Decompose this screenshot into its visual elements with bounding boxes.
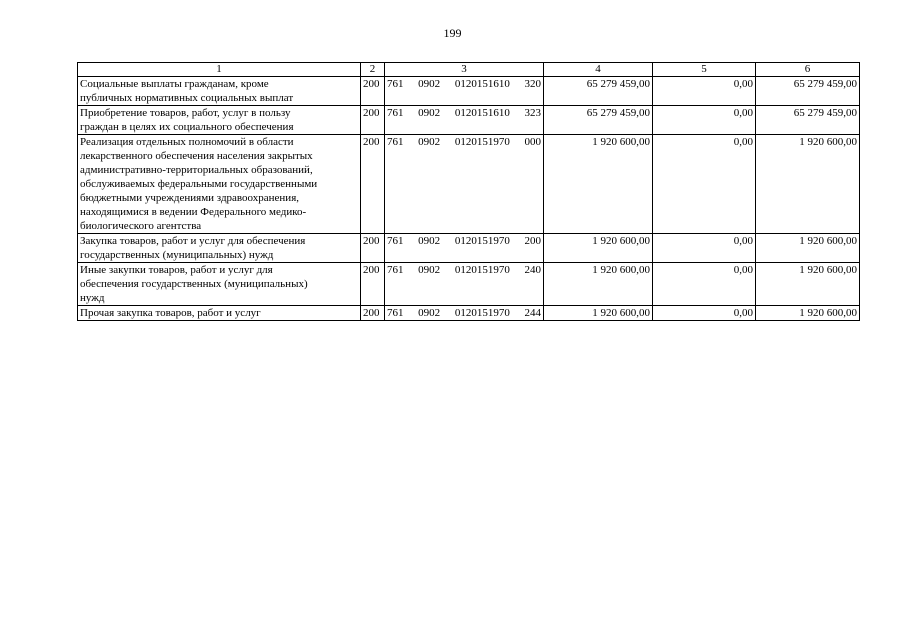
- row-amount-col4: 1 920 600,00: [544, 306, 653, 321]
- classification-code: 0120151970: [454, 307, 510, 319]
- row-code-cell: 200: [361, 77, 385, 106]
- row-amount-col5: 0,00: [653, 263, 756, 306]
- classification-codes: [387, 234, 541, 248]
- classification-code: 761: [387, 264, 404, 276]
- row-amount-col4: 1 920 600,00: [544, 234, 653, 263]
- classification-code: 323: [524, 107, 541, 119]
- row-name-line: бюджетными учреждениями здравоохранения,: [80, 192, 300, 204]
- classification-code: 761: [387, 107, 404, 119]
- row-classification-cell: [385, 234, 544, 263]
- classification-code: 0120151610: [454, 78, 510, 90]
- row-amount-col6: 65 279 459,00: [756, 77, 860, 106]
- classification-code: 761: [387, 307, 404, 319]
- classification-codes: [387, 106, 541, 120]
- row-code-cell: 200: [361, 306, 385, 321]
- classification-code: 0902: [418, 307, 441, 319]
- row-name-line: государственных (муниципальных) нужд: [80, 249, 274, 261]
- row-name-line: Приобретение товаров, работ, услуг в пользу: [80, 107, 291, 119]
- header-row: [78, 63, 860, 77]
- row-name-line: граждан в целях их социального обеспечения: [80, 121, 294, 133]
- row-amount-col4: 65 279 459,00: [544, 106, 653, 135]
- classification-code: 0902: [418, 78, 441, 90]
- row-code-cell: 200: [361, 234, 385, 263]
- row-amount-col5: 0,00: [653, 234, 756, 263]
- row-code-cell: 200: [361, 135, 385, 234]
- row-amount-col5: 0,00: [653, 306, 756, 321]
- classification-codes: [387, 263, 541, 277]
- row-name-cell: [78, 234, 361, 263]
- row-name-cell: [78, 77, 361, 106]
- classification-code: 0120151610: [454, 107, 510, 119]
- row-classification-cell: [385, 306, 544, 321]
- row-name-line: Закупка товаров, работ и услуг для обеспечения: [80, 235, 306, 247]
- row-name-cell: [78, 135, 361, 234]
- classification-code: 0902: [418, 136, 441, 148]
- classification-code: 761: [387, 136, 404, 148]
- row-name-line: биологического агентства: [80, 220, 202, 232]
- row-name-line: находящимися в ведении Федерального медико-: [80, 206, 307, 218]
- classification-code: 0120151970: [454, 136, 510, 148]
- classification-code: 320: [524, 78, 541, 90]
- page-number: 199: [443, 26, 462, 40]
- row-amount-col5: 0,00: [653, 77, 756, 106]
- classification-codes: [387, 306, 541, 320]
- column-header-3: 3: [385, 63, 544, 77]
- column-header-2: 2: [361, 63, 385, 77]
- row-amount-col4: 1 920 600,00: [544, 263, 653, 306]
- row-amount-col5: 0,00: [653, 135, 756, 234]
- table-row: [78, 106, 860, 135]
- row-name-line: обеспечения государственных (муниципальных): [80, 278, 308, 290]
- row-name-line: Социальные выплаты гражданам, кроме: [80, 78, 269, 90]
- row-name-cell: [78, 106, 361, 135]
- row-classification-cell: [385, 135, 544, 234]
- classification-code: 200: [524, 235, 541, 247]
- row-name-line: Иные закупки товаров, работ и услуг для: [80, 264, 273, 276]
- classification-code: 240: [524, 264, 541, 276]
- table-row: [78, 263, 860, 306]
- column-header-6: 6: [756, 63, 860, 77]
- row-name-cell: [78, 306, 361, 321]
- row-name-line: Прочая закупка товаров, работ и услуг: [80, 307, 261, 319]
- classification-codes: [387, 135, 541, 149]
- classification-code: 244: [524, 307, 541, 319]
- classification-code: 0120151970: [454, 264, 510, 276]
- classification-code: 0902: [418, 107, 441, 119]
- row-amount-col5: 0,00: [653, 106, 756, 135]
- row-name-line: публичных нормативных социальных выплат: [80, 92, 294, 104]
- row-amount-col6: 1 920 600,00: [756, 306, 860, 321]
- classification-code: 0902: [418, 235, 441, 247]
- classification-code: 0902: [418, 264, 441, 276]
- row-classification-cell: [385, 77, 544, 106]
- classification-code: 000: [524, 136, 541, 148]
- classification-codes: [387, 77, 541, 91]
- row-name-line: обслуживаемых федеральными государственными: [80, 178, 318, 190]
- row-classification-cell: [385, 106, 544, 135]
- row-code-cell: 200: [361, 263, 385, 306]
- row-name-line: административно-территориальных образований,: [80, 164, 313, 176]
- row-amount-col4: 65 279 459,00: [544, 77, 653, 106]
- column-header-4: 4: [544, 63, 653, 77]
- classification-code: 0120151970: [454, 235, 510, 247]
- row-name-cell: [78, 263, 361, 306]
- row-amount-col4: 1 920 600,00: [544, 135, 653, 234]
- classification-code: 761: [387, 235, 404, 247]
- table-row: [78, 234, 860, 263]
- table-row: [78, 77, 860, 106]
- row-code-cell: 200: [361, 106, 385, 135]
- row-classification-cell: [385, 263, 544, 306]
- column-header-5: 5: [653, 63, 756, 77]
- table-row: [78, 135, 860, 234]
- row-amount-col6: 65 279 459,00: [756, 106, 860, 135]
- budget-table: [77, 62, 860, 321]
- classification-code: 761: [387, 78, 404, 90]
- row-name-line: лекарственного обеспечения населения закрытых: [80, 150, 313, 162]
- row-amount-col6: 1 920 600,00: [756, 234, 860, 263]
- row-amount-col6: 1 920 600,00: [756, 135, 860, 234]
- column-header-1: 1: [78, 63, 361, 77]
- row-amount-col6: 1 920 600,00: [756, 263, 860, 306]
- row-name-line: нужд: [80, 292, 105, 304]
- table-row: [78, 306, 860, 321]
- row-name-line: Реализация отдельных полномочий в области: [80, 136, 294, 148]
